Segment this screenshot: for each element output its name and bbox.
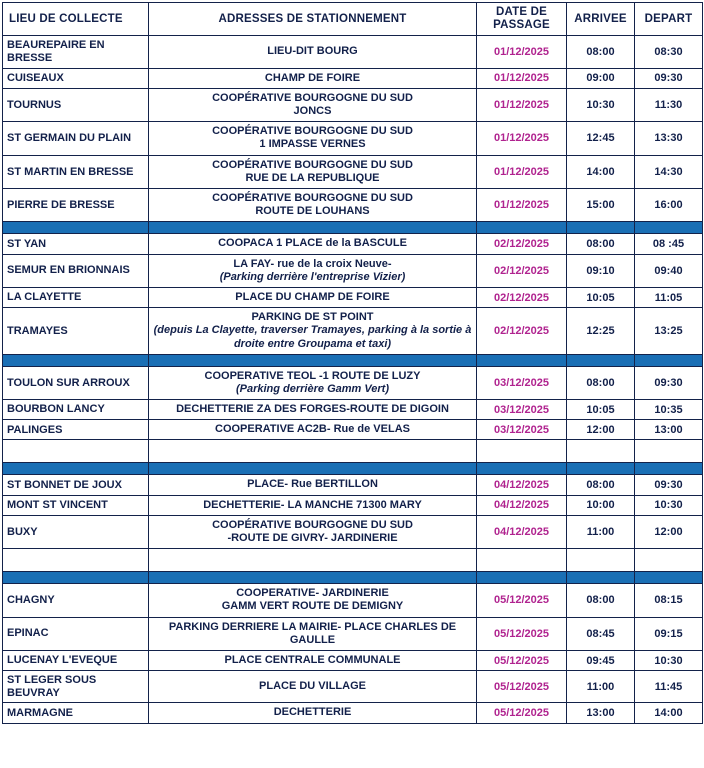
cell-depart: 11:30 [635,88,703,121]
cell-depart: 10:35 [635,400,703,420]
cell-lieu: LUCENAY L'EVEQUE [3,650,149,670]
cell-adresse [149,189,477,222]
cell-depart: 09:30 [635,475,703,495]
cell-adresse [149,584,477,617]
cell-arrivee: 09:45 [567,650,635,670]
adresse-main: DECHETTERIE [273,706,352,719]
cell-lieu: PALINGES [3,420,149,440]
adresse-main: COOPÉRATIVE BOURGOGNE DU SUD 1 IMPASSE VERNES [212,125,413,151]
adresse-main: PLACE DU CHAMP DE FOIRE [235,290,390,303]
cell-date: 03/12/2025 [477,366,567,399]
cell-date: 05/12/2025 [477,584,567,617]
cell-depart: 14:30 [635,155,703,188]
cell-arrivee: 10:05 [567,287,635,307]
cell-depart: 09:30 [635,68,703,88]
cell-arrivee: 14:00 [567,155,635,188]
cell-adresse [149,515,477,548]
day-separator-cell [635,222,703,234]
cell-arrivee: 11:00 [567,671,635,703]
adresse-main: COOPERATIVE TEOL -1 ROUTE DE LUZY [204,369,421,382]
cell-arrivee: 12:25 [567,308,635,355]
cell-depart: 10:30 [635,650,703,670]
cell-adresse [149,671,477,703]
cell-date: 04/12/2025 [477,495,567,515]
table-row [3,88,703,121]
cell-lieu: TOURNUS [3,88,149,121]
table-row [3,475,703,495]
adresse-main: COOPÉRATIVE BOURGOGNE DU SUD JONCS [212,91,413,118]
table-header-row [3,3,703,36]
table-row [3,671,703,703]
cell-adresse [149,650,477,670]
cell-date: 01/12/2025 [477,36,567,68]
adresse-note: (Parking derrière Gamm Vert) [235,382,390,395]
cell-arrivee: 08:00 [567,475,635,495]
cell-lieu: ST GERMAIN DU PLAIN [3,122,149,155]
cell-lieu: BEAUREPAIRE EN BRESSE [3,36,149,68]
adresse-main: COOPÉRATIVE BOURGOGNE DU SUD RUE DE LA REPUBLIQUE [212,158,413,184]
adresse-main: COOPACA 1 PLACE de la BASCULE [218,237,407,250]
cell-date: 01/12/2025 [477,189,567,222]
table-row [3,36,703,68]
cell-lieu: CUISEAUX [3,68,149,88]
cell-lieu: PIERRE DE BRESSE [3,189,149,222]
day-separator-cell [149,572,477,584]
spacer-row [3,549,703,572]
cell-depart: 13:00 [635,420,703,440]
collection-schedule-table [2,2,703,724]
cell-adresse [149,495,477,515]
cell-lieu: EPINAC [3,617,149,650]
cell-adresse [149,308,477,355]
column-header-adresse: ADRESSES DE STATIONNEMENT [149,3,477,36]
day-separator-cell [567,572,635,584]
day-separator-cell [567,463,635,475]
cell-adresse [149,234,477,254]
cell-arrivee: 08:00 [567,366,635,399]
spacer-cell [3,440,149,463]
table-row [3,366,703,399]
cell-adresse [149,122,477,155]
cell-date: 02/12/2025 [477,287,567,307]
cell-arrivee: 10:05 [567,400,635,420]
cell-depart: 14:00 [635,703,703,723]
cell-depart: 10:30 [635,495,703,515]
adresse-main: PARKING DERRIERE LA MAIRIE- PLACE CHARLES DE GAULLE [168,620,457,646]
cell-depart: 08 :45 [635,234,703,254]
day-separator-cell [567,354,635,366]
day-separator-cell [477,354,567,366]
table-row [3,650,703,670]
cell-date: 05/12/2025 [477,671,567,703]
day-separator-cell [149,222,477,234]
spacer-cell [477,549,567,572]
table-row [3,495,703,515]
cell-lieu: ST YAN [3,234,149,254]
table-row [3,287,703,307]
cell-depart: 13:30 [635,122,703,155]
table-row [3,703,703,723]
adresse-main: PLACE CENTRALE COMMUNALE [224,653,401,666]
adresse-main: COOPÉRATIVE BOURGOGNE DU SUD ROUTE DE LOUHANS [212,192,413,218]
day-separator-cell [149,463,477,475]
table-body [3,36,703,723]
adresse-main: LA FAY- rue de la croix Neuve- [233,257,392,270]
cell-date: 02/12/2025 [477,234,567,254]
cell-depart: 13:25 [635,308,703,355]
spacer-cell [567,549,635,572]
cell-date: 03/12/2025 [477,400,567,420]
adresse-main: PLACE DU VILLAGE [259,680,366,693]
cell-adresse [149,617,477,650]
column-header-lieu: LIEU DE COLLECTE [3,3,149,36]
cell-date: 01/12/2025 [477,155,567,188]
spacer-cell [149,549,477,572]
spacer-row [3,440,703,463]
spacer-cell [149,440,477,463]
table-row [3,420,703,440]
day-separator-cell [477,463,567,475]
column-header-depart: DEPART [635,3,703,36]
cell-arrivee: 08:00 [567,234,635,254]
cell-arrivee: 12:00 [567,420,635,440]
day-separator-cell [3,463,149,475]
day-separator-cell [149,354,477,366]
cell-lieu: BUXY [3,515,149,548]
cell-lieu: BOURBON LANCY [3,400,149,420]
cell-lieu: TRAMAYES [3,308,149,355]
day-separator-cell [3,222,149,234]
cell-date: 05/12/2025 [477,703,567,723]
cell-arrivee: 09:10 [567,254,635,287]
cell-depart: 08:30 [635,36,703,68]
adresse-main: COOPÉRATIVE BOURGOGNE DU SUD -ROUTE DE GIVRY- JARDINERIE [212,518,413,545]
cell-adresse [149,68,477,88]
cell-adresse [149,88,477,121]
cell-arrivee: 12:45 [567,122,635,155]
cell-lieu: MONT ST VINCENT [3,495,149,515]
cell-arrivee: 09:00 [567,68,635,88]
column-header-arrivee: ARRIVEE [567,3,635,36]
cell-date: 02/12/2025 [477,308,567,355]
spacer-cell [635,549,703,572]
cell-depart: 08:15 [635,584,703,617]
adresse-main: COOPERATIVE- JARDINERIE GAMM VERT ROUTE DE DEMIGNY [221,587,404,613]
cell-date: 05/12/2025 [477,650,567,670]
table-row [3,515,703,548]
adresse-main: DECHETTERIE ZA DES FORGES-ROUTE DE DIGOIN [176,403,449,416]
cell-date: 02/12/2025 [477,254,567,287]
cell-adresse [149,287,477,307]
cell-arrivee: 13:00 [567,703,635,723]
cell-adresse [149,254,477,287]
cell-lieu: MARMAGNE [3,703,149,723]
table-row [3,155,703,188]
cell-adresse [149,420,477,440]
cell-date: 05/12/2025 [477,617,567,650]
day-separator-cell [567,222,635,234]
day-separator-band [3,572,703,584]
day-separator-cell [477,222,567,234]
cell-adresse [149,703,477,723]
cell-arrivee: 08:45 [567,617,635,650]
adresse-main: CHAMP DE FOIRE [264,71,361,84]
cell-lieu: ST BONNET DE JOUX [3,475,149,495]
day-separator-cell [635,354,703,366]
cell-depart: 09:30 [635,366,703,399]
cell-adresse [149,155,477,188]
day-separator-cell [3,572,149,584]
cell-arrivee: 08:00 [567,584,635,617]
adresse-main: DECHETTERIE- LA MANCHE 71300 MARY [203,498,422,511]
adresse-note: (depuis La Clayette, traverser Tramayes, parking à la sortie à droite entre Groupama et taxi) [153,324,472,350]
cell-date: 01/12/2025 [477,88,567,121]
spacer-cell [635,440,703,463]
cell-date: 01/12/2025 [477,68,567,88]
cell-adresse [149,36,477,68]
cell-lieu: ST LEGER SOUS BEUVRAY [3,671,149,703]
cell-depart: 09:40 [635,254,703,287]
cell-lieu: CHAGNY [3,584,149,617]
table-row [3,584,703,617]
cell-arrivee: 10:30 [567,88,635,121]
table-row [3,617,703,650]
day-separator-cell [635,572,703,584]
cell-date: 04/12/2025 [477,475,567,495]
adresse-main: PLACE- Rue BERTILLON [247,478,378,491]
adresse-main: COOPERATIVE AC2B- Rue de VELAS [215,423,410,436]
table-row [3,254,703,287]
table-row [3,308,703,355]
cell-arrivee: 15:00 [567,189,635,222]
day-separator-cell [635,463,703,475]
day-separator-cell [477,572,567,584]
table-row [3,234,703,254]
table-row [3,400,703,420]
spacer-cell [567,440,635,463]
cell-date: 03/12/2025 [477,420,567,440]
column-header-date: DATE DE PASSAGE [477,3,567,36]
table-row [3,189,703,222]
cell-depart: 09:15 [635,617,703,650]
cell-lieu: SEMUR EN BRIONNAIS [3,254,149,287]
spacer-cell [3,549,149,572]
cell-arrivee: 11:00 [567,515,635,548]
cell-adresse [149,475,477,495]
day-separator-band [3,354,703,366]
cell-lieu: LA CLAYETTE [3,287,149,307]
cell-depart: 16:00 [635,189,703,222]
cell-adresse [149,400,477,420]
cell-depart: 12:00 [635,515,703,548]
table-header [3,3,703,36]
day-separator-band [3,463,703,475]
day-separator-band [3,222,703,234]
adresse-main: PARKING DE ST POINT [251,311,374,324]
cell-date: 01/12/2025 [477,122,567,155]
cell-lieu: TOULON SUR ARROUX [3,366,149,399]
cell-depart: 11:45 [635,671,703,703]
adresse-note: (Parking derrière l'entreprise Vizier) [219,270,406,283]
cell-arrivee: 08:00 [567,36,635,68]
table-row [3,122,703,155]
spacer-cell [477,440,567,463]
cell-adresse [149,366,477,399]
adresse-main: LIEU-DIT BOURG [267,45,358,58]
cell-arrivee: 10:00 [567,495,635,515]
cell-depart: 11:05 [635,287,703,307]
cell-date: 04/12/2025 [477,515,567,548]
day-separator-cell [3,354,149,366]
table-row [3,68,703,88]
cell-lieu: ST MARTIN EN BRESSE [3,155,149,188]
